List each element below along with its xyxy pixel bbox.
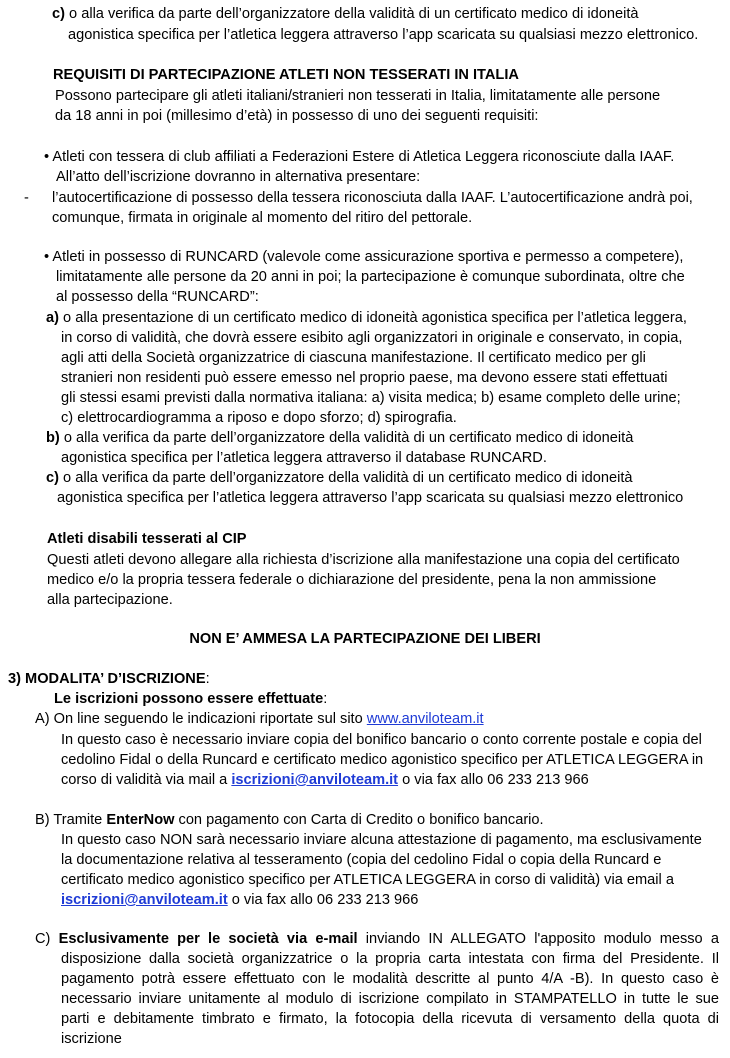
enternow-label: EnterNow <box>106 812 175 828</box>
option-b-line-1: B) Tramite EnterNow con pagamento con Carta di Credito o bonifico bancario. <box>35 812 544 828</box>
section-heading-modalita: 3) MODALITA’ D’ISCRIZIONE: <box>8 671 210 687</box>
paragraph-line: al possesso della “RUNCARD”: <box>56 289 259 305</box>
item-c2-line-1: c) o alla verifica da parte dell’organizzatore della validità di un certificato medico di idoneità <box>46 470 633 486</box>
option-a-line-1: A) On line seguendo le indicazioni riportate sul sito www.anviloteam.it <box>35 711 484 727</box>
item-b-line-1: b) o alla verifica da parte dell’organizzatore della validità di un certificato medico di idoneità <box>46 430 634 446</box>
item-a-line: stranieri non residenti può essere emesso nel proprio paese, ma devono essere stati effettuati <box>61 370 668 386</box>
option-c-line: necessario inviare unitamente al modulo di iscrizione compilato in STAMPATELLO in tutte le sue <box>61 991 719 1007</box>
item-c-line-2: agonistica specifica per l’atletica leggera attraverso l’app scaricata su qualsiasi mezzo elettronico. <box>68 27 699 43</box>
dash-item-line-1: l’autocertificazione di possesso della tessera riconosciuta dalla IAAF. L’autocertificazione andrà poi, <box>52 190 693 206</box>
bullet-item-runcard: • Atleti in possesso di RUNCARD (valevole come assicurazione sportiva e permesso a competere), <box>44 249 684 265</box>
paragraph-line: da 18 anni in poi (millesimo d’età) in possesso di uno dei seguenti requisiti: <box>55 108 539 124</box>
item-a-marker: a) <box>46 310 59 326</box>
anviloteam-website-link[interactable]: www.anviloteam.it <box>366 711 484 727</box>
iscrizioni-email-link[interactable]: iscrizioni@anviloteam.it <box>231 772 399 788</box>
option-b-line: iscrizioni@anviloteam.it o via fax allo 06 233 213 966 <box>61 892 419 908</box>
item-b-line-2: agonistica specifica per l’atletica leggera attraverso il database RUNCARD. <box>61 450 547 466</box>
dash-marker: - <box>24 190 29 206</box>
section-heading-non-tesserati: REQUISITI DI PARTECIPAZIONE ATLETI NON TESSERATI IN ITALIA <box>53 67 519 83</box>
dash-item-line-2: comunque, firmata in originale al momento del ritiro del pettorale. <box>52 210 473 226</box>
liberi-notice: NON E’ AMMESA LA PARTECIPAZIONE DEI LIBERI <box>189 631 541 647</box>
iscrizioni-email-link[interactable]: iscrizioni@anviloteam.it <box>61 892 228 908</box>
item-a-line: gli stessi esami previsti dalla normativa italiana: a) visita medica; b) esame completo delle urine; <box>61 390 681 406</box>
paragraph-line: medico e/o la propria tessera federale o dichiarazione del presidente, pena la non ammissione <box>47 572 657 588</box>
bullet-item-iaaf: • Atleti con tessera di club affiliati a Federazioni Estere di Atletica Leggera riconosciute dalla IAAF. <box>44 149 675 165</box>
option-a-line: corso di validità via mail a iscrizioni@anviloteam.it o via fax allo 06 233 213 966 <box>61 772 589 788</box>
item-c-marker: c) <box>52 6 65 22</box>
paragraph-line: All’atto dell’iscrizione dovranno in alternativa presentare: <box>56 169 421 185</box>
item-a-line: in corso di validità, che dovrà essere esibito agli organizzatori in originale e conservato, in copia, <box>61 330 683 346</box>
paragraph-line: Possono partecipare gli atleti italiani/stranieri non tesserati in Italia, limitatamente alle persone <box>55 88 661 104</box>
option-b-line: la documentazione relativa al tesseramento (copia del cedolino Fidal o copia della Runcard e <box>61 852 662 868</box>
item-c-line-1: c) o alla verifica da parte dell’organizzatore della validità di un certificato medico di idoneità <box>52 6 639 22</box>
option-c-line: parti e debitamente timbrato e firmato, la fotocopia della ricevuta di versamento della quota di <box>61 1011 719 1027</box>
option-b-line: certificato medico agonistico specifico per ATLETICA LEGGERA in corso di validità) via email a <box>61 872 674 888</box>
option-c-line: pagamento potrà essere effettuato con le modalità descritte al punto 4/A -B). In questo caso è <box>61 971 719 987</box>
section-heading-disabili: Atleti disabili tesserati al CIP <box>47 531 247 547</box>
option-b-line: In questo caso NON sarà necessario inviare alcuna attestazione di pagamento, ma esclusivamente <box>61 832 702 848</box>
option-c-line-1: C) Esclusivamente per le società via e-mail inviando IN ALLEGATO l'apposito modulo messo a <box>35 931 719 947</box>
item-a-line: agli atti della Società organizzatrice di ciascuna manifestazione. Il certificato medico per gli <box>61 350 646 366</box>
modalita-subheading: Le iscrizioni possono essere effettuate: <box>54 691 328 707</box>
option-c-line: iscrizione <box>61 1031 122 1047</box>
paragraph-line: Questi atleti devono allegare alla richiesta d’iscrizione alla manifestazione una copia del certificato <box>47 552 680 568</box>
paragraph-line: limitatamente alle persone da 20 anni in poi; la partecipazione è comunque subordinata, oltre che <box>56 269 685 285</box>
item-a-line: c) elettrocardiogramma a riposo e dopo sforzo; d) spirografia. <box>61 410 457 426</box>
item-c2-marker: c) <box>46 470 59 486</box>
item-b-marker: b) <box>46 430 60 446</box>
option-a-line: cedolino Fidal o della Runcard e certificato medico agonistico specifico per ATLETICA LEGGERA in <box>61 752 704 768</box>
option-a-line: In questo caso è necessario inviare copia del bonifico bancario o conto corrente postale e copia del <box>61 732 702 748</box>
option-c-line: disposizione dalla società organizzatrice o la propria carta intestata con firma del Presidente. Il <box>61 951 719 967</box>
item-c2-line-2: agonistica specifica per l’atletica leggera attraverso l’app scaricata su qualsiasi mezzo elettronico <box>57 490 684 506</box>
paragraph-line: alla partecipazione. <box>47 592 173 608</box>
item-a-line-1: a) o alla presentazione di un certificato medico di idoneità agonistica specifica per l’atletica leggera, <box>46 310 687 326</box>
